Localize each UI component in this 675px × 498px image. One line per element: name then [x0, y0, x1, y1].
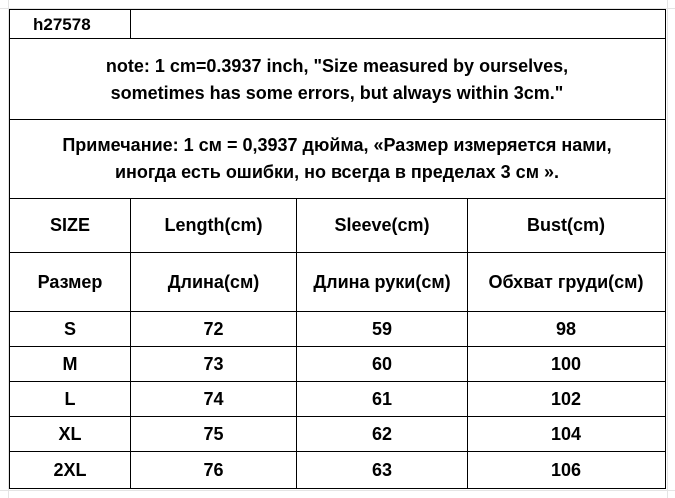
bust-cell: 106 [550, 459, 582, 480]
size-cell: S [63, 318, 76, 339]
header-length: Length(cm) [164, 214, 263, 235]
size-cell: M [62, 353, 78, 374]
note-english-line-2: sometimes has some errors, but always within 3cm." [110, 83, 564, 103]
note-english [10, 40, 664, 120]
product-code: h27578 [33, 14, 91, 34]
header-sleeve: Sleeve(cm) [334, 214, 430, 235]
size-cell: L [64, 388, 76, 409]
length-cell: 74 [203, 388, 224, 409]
sleeve-cell: 63 [371, 459, 393, 480]
length-cell: 76 [203, 459, 224, 480]
size-chart-table [9, 9, 666, 489]
length-cell: 72 [203, 318, 224, 339]
sleeve-cell: 61 [371, 388, 393, 409]
sleeve-cell: 59 [371, 318, 393, 339]
size-cell: 2XL [53, 459, 87, 480]
header-bust: Bust(cm) [526, 214, 605, 235]
bust-cell: 98 [555, 318, 577, 339]
header-sleeve-ru: Длина руки(см) [313, 271, 451, 292]
size-cell: XL [58, 423, 82, 444]
sleeve-cell: 60 [371, 353, 393, 374]
length-cell: 73 [203, 353, 224, 374]
sleeve-cell: 62 [371, 423, 393, 444]
header-bust-ru: Обхват груди(см) [488, 271, 644, 292]
header-length-ru: Длина(см) [167, 271, 260, 292]
header-size-ru: Размер [37, 271, 103, 292]
note-russian [10, 120, 664, 198]
note-russian-line-2: иногда есть ошибки, но всегда в пределах 3 см ». [114, 162, 560, 182]
note-english-line-1: note: 1 cm=0.3937 inch, "Size measured by ourselves, [105, 56, 569, 76]
note-russian-line-1: Примечание: 1 см = 0,3937 дюйма, «Размер измеряется нами, [62, 135, 612, 155]
length-cell: 75 [203, 423, 224, 444]
header-size: SIZE [49, 214, 90, 235]
bust-cell: 104 [550, 423, 582, 444]
bust-cell: 100 [550, 353, 582, 374]
bust-cell: 102 [550, 388, 582, 409]
